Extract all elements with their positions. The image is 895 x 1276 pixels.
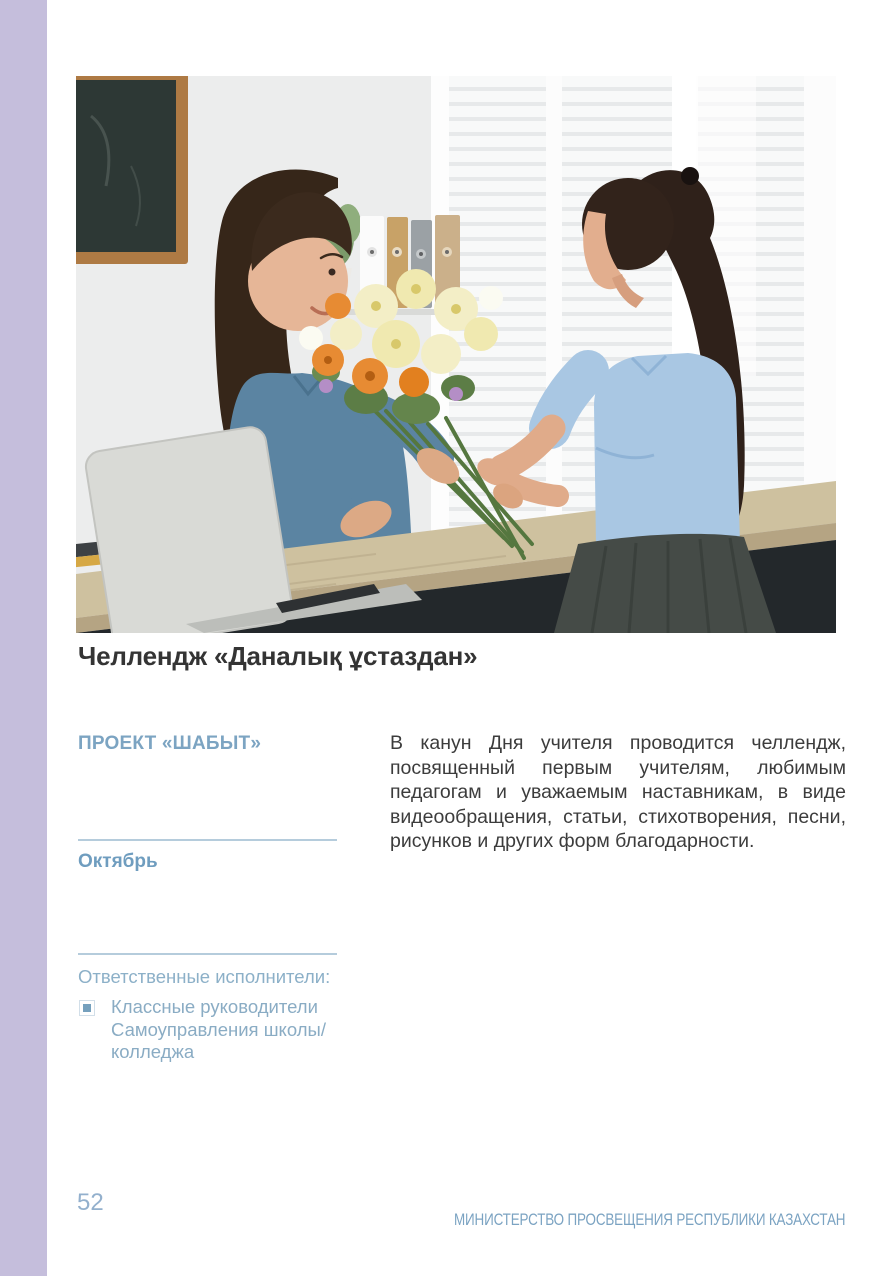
footer-ministry-text: МИНИСТЕРСТВО ПРОСВЕЩЕНИЯ РЕСПУБЛИКИ КАЗАХСТАН — [453, 1210, 845, 1229]
responsible-label: Ответственные исполнители: — [78, 966, 331, 987]
list-item — [78, 996, 326, 1064]
body-paragraph: В канун Дня учителя проводится челлендж, посвященный первым учителям, любимым педагогам и уважаемым наставникам, в виде видеообращения, статьи, стихотворения, песни, рисунков и других форм благодарности. — [390, 732, 846, 853]
responsible-list — [78, 996, 326, 1064]
square-bullet-icon — [79, 1000, 95, 1016]
left-accent-stripe — [0, 0, 47, 1276]
project-label: ПРОЕКТ «ШАБЫТ» — [78, 733, 262, 754]
list-item-text: Классные руководители Самоуправления школы/колледжа — [111, 996, 326, 1062]
page-title: Челлендж «Даналық ұстаздан» — [78, 641, 478, 671]
teacher-photo-illustration — [76, 76, 836, 633]
month-label: Октябрь — [78, 851, 158, 872]
teacher-photo — [76, 76, 836, 633]
footer-ministry — [350, 1210, 845, 1230]
page-number: 52 — [77, 1189, 104, 1216]
divider — [78, 839, 337, 841]
divider — [78, 953, 337, 955]
